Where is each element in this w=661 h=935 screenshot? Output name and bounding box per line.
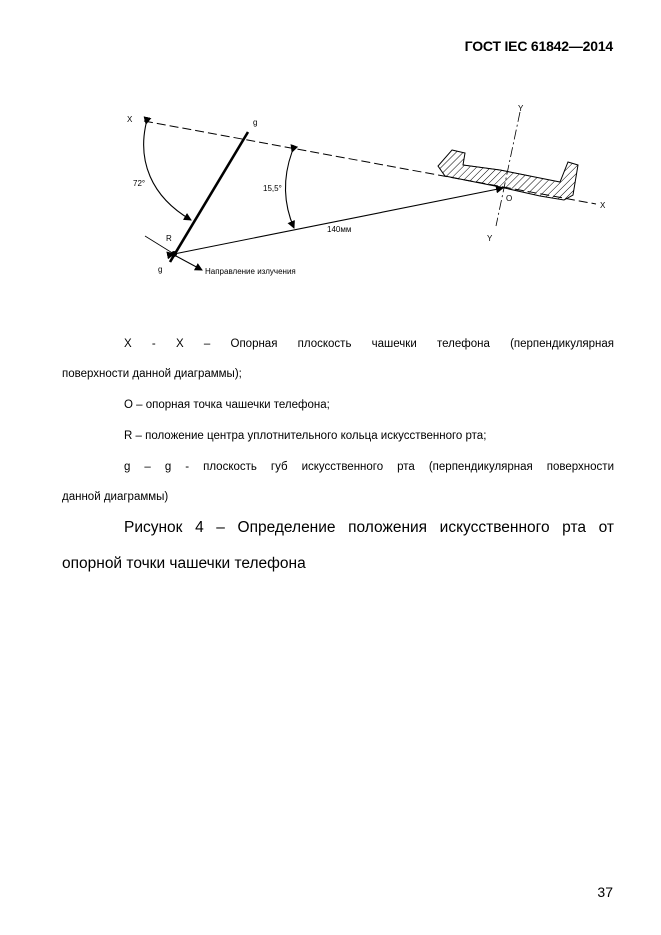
- earcap-cross-section: [438, 150, 578, 200]
- label-x-left: X: [127, 115, 133, 124]
- angle-arc-15: [285, 152, 294, 228]
- legend-xx-line1: X - X – Опорная плоскость чашечки телефона (перпендикулярная: [124, 338, 614, 350]
- label-angle-15: 15,5°: [263, 184, 282, 193]
- legend-o-line: O – опорная точка чашечки телефона;: [124, 399, 330, 411]
- distance-line-ro: [174, 188, 503, 254]
- caption-line1: Рисунок 4 – Определение положения искусственного рта от: [124, 519, 614, 536]
- label-angle-72: 72°: [133, 179, 146, 188]
- label-radiation-direction: Направление излучения: [205, 267, 296, 276]
- page-number: 37: [597, 884, 613, 900]
- legend-g-line1: g – g - плоскость губ искусственного рта (перпендикулярная поверхности: [124, 461, 614, 473]
- figure-caption-cont: [62, 554, 614, 574]
- label-g-top: g: [253, 118, 258, 127]
- legend-r-block: [62, 428, 614, 444]
- label-x-right: X: [600, 201, 606, 210]
- label-g-bottom: g: [158, 265, 163, 274]
- axis-yy: [496, 112, 520, 226]
- radiation-direction-arrow: [176, 256, 202, 270]
- label-r: R: [166, 234, 172, 243]
- figure-legend: [62, 336, 614, 352]
- diagram-svg: [0, 0, 661, 300]
- legend-g-block: [62, 459, 614, 475]
- label-y-top: Y: [518, 104, 524, 113]
- legend-xx-line2: поверхности данной диаграммы);: [62, 368, 242, 380]
- figure-legend-cont: [62, 366, 614, 382]
- legend-g-block-cont: [62, 489, 614, 505]
- legend-g-line2: данной диаграммы): [62, 491, 169, 503]
- label-distance: 140мм: [327, 225, 352, 234]
- angle-arc-72: [144, 124, 191, 220]
- figure-caption: [62, 518, 614, 538]
- caption-line2: опорной точки чашечки телефона: [62, 555, 306, 572]
- document-code-header: ГОСТ IEC 61842—2014: [464, 38, 613, 54]
- label-o: O: [506, 194, 513, 203]
- legend-o-block: [62, 397, 614, 413]
- label-y-bottom: Y: [487, 234, 493, 243]
- figure-diagram: [0, 0, 661, 300]
- legend-r-line: R – положение центра уплотнительного кольца искусственного рта;: [124, 430, 487, 442]
- lip-plane-gg: [170, 132, 248, 262]
